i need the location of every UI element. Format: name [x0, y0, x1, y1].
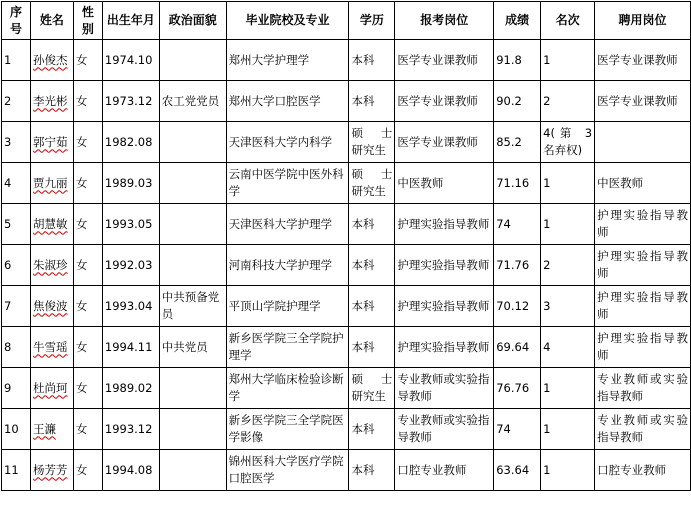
candidate-name-cell: 朱淑珍 [30, 245, 73, 286]
political-status-cell [159, 122, 226, 163]
school-and-major-cell: 河南科技大学护理学 [226, 245, 349, 286]
gender-cell: 女 [73, 327, 102, 368]
degree-cell: 本科 [349, 409, 395, 450]
gender-cell: 女 [73, 409, 102, 450]
applied-post-cell: 医学专业课教师 [395, 40, 494, 81]
gender-cell: 女 [73, 450, 102, 491]
header-cell: 出生年月 [102, 2, 159, 40]
row-number-cell: 7 [2, 286, 31, 327]
row-number-cell: 3 [2, 122, 31, 163]
header-cell: 姓名 [30, 2, 73, 40]
gender-cell: 女 [73, 245, 102, 286]
birth-date-cell: 1993.04 [102, 286, 159, 327]
header-cell: 序号 [2, 2, 31, 40]
school-and-major-cell: 郑州大学口腔医学 [226, 81, 349, 122]
degree-cell: 本科 [349, 81, 395, 122]
score-cell: 74 [494, 409, 541, 450]
score-cell: 71.16 [494, 163, 541, 204]
degree-cell: 硕 士 研究生 [349, 122, 395, 163]
table-row [2, 204, 691, 245]
rank-cell: 2 [541, 245, 595, 286]
birth-date-cell: 1989.02 [102, 368, 159, 409]
birth-date-cell: 1992.03 [102, 245, 159, 286]
hired-post-cell: 护理实验指导教师 [595, 286, 691, 327]
rank-cell: 1 [541, 204, 595, 245]
score-cell: 90.2 [494, 81, 541, 122]
degree-cell: 硕 士 研究生 [349, 163, 395, 204]
political-status-cell [159, 204, 226, 245]
header-cell: 成绩 [494, 2, 541, 40]
table-row [2, 245, 691, 286]
table-body [2, 40, 691, 491]
school-and-major-cell: 郑州大学护理学 [226, 40, 349, 81]
gender-cell: 女 [73, 81, 102, 122]
row-number-cell: 4 [2, 163, 31, 204]
header-cell: 名次 [541, 2, 595, 40]
birth-date-cell: 1994.11 [102, 327, 159, 368]
score-cell: 70.12 [494, 286, 541, 327]
hired-post-cell: 口腔专业教师 [595, 450, 691, 491]
political-status-cell [159, 368, 226, 409]
birth-date-cell: 1982.08 [102, 122, 159, 163]
applied-post-cell: 专业教师或实验指导教师 [395, 368, 494, 409]
birth-date-cell: 1973.12 [102, 81, 159, 122]
hired-post-cell: 中医教师 [595, 163, 691, 204]
school-and-major-cell: 天津医科大学内科学 [226, 122, 349, 163]
gender-cell: 女 [73, 204, 102, 245]
birth-date-cell: 1993.05 [102, 204, 159, 245]
rank-cell: 1 [541, 163, 595, 204]
applied-post-cell: 中医教师 [395, 163, 494, 204]
candidate-name-cell: 王濂 [30, 409, 73, 450]
header-cell: 报考岗位 [395, 2, 494, 40]
header-cell: 政治面貌 [159, 2, 226, 40]
political-status-cell: 中共党员 [159, 327, 226, 368]
header-cell: 性别 [73, 2, 102, 40]
gender-cell: 女 [73, 163, 102, 204]
hired-post-cell: 医学专业课教师 [595, 40, 691, 81]
gender-cell: 女 [73, 368, 102, 409]
table-row [2, 368, 691, 409]
rank-cell: 1 [541, 40, 595, 81]
school-and-major-cell: 平顶山学院护理学 [226, 286, 349, 327]
table-row [2, 286, 691, 327]
political-status-cell [159, 450, 226, 491]
school-and-major-cell: 新乡医学院三全学院护理学 [226, 327, 349, 368]
header-cell: 毕业院校及专业 [226, 2, 349, 40]
row-number-cell: 6 [2, 245, 31, 286]
birth-date-cell: 1993.12 [102, 409, 159, 450]
row-number-cell: 1 [2, 40, 31, 81]
candidate-name-cell: 杨芳芳 [30, 450, 73, 491]
school-and-major-cell: 郑州大学临床检验诊断学 [226, 368, 349, 409]
applied-post-cell: 护理实验指导教师 [395, 286, 494, 327]
table-row [2, 450, 691, 491]
school-and-major-cell: 新乡医学院三全学院医学影像 [226, 409, 349, 450]
degree-cell: 本科 [349, 450, 395, 491]
gender-cell: 女 [73, 122, 102, 163]
rank-cell: 4 [541, 327, 595, 368]
score-cell: 71.76 [494, 245, 541, 286]
political-status-cell [159, 163, 226, 204]
table-row [2, 40, 691, 81]
hired-post-cell [595, 122, 691, 163]
table-row [2, 409, 691, 450]
rank-cell: 1 [541, 450, 595, 491]
degree-cell: 本科 [349, 327, 395, 368]
row-number-cell: 11 [2, 450, 31, 491]
rank-cell: 4(第 3 名弃权) [541, 122, 595, 163]
candidate-name-cell: 李光彬 [30, 81, 73, 122]
candidate-name-cell: 孙俊杰 [30, 40, 73, 81]
score-cell: 85.2 [494, 122, 541, 163]
row-number-cell: 5 [2, 204, 31, 245]
gender-cell: 女 [73, 286, 102, 327]
row-number-cell: 2 [2, 81, 31, 122]
score-cell: 91.8 [494, 40, 541, 81]
applied-post-cell: 医学专业课教师 [395, 122, 494, 163]
applied-post-cell: 护理实验指导教师 [395, 327, 494, 368]
hired-post-cell: 护理实验指导教师 [595, 245, 691, 286]
degree-cell: 硕 士 研究生 [349, 368, 395, 409]
political-status-cell [159, 409, 226, 450]
table-row [2, 122, 691, 163]
degree-cell: 本科 [349, 286, 395, 327]
degree-cell: 本科 [349, 40, 395, 81]
score-cell: 63.64 [494, 450, 541, 491]
table-row [2, 163, 691, 204]
birth-date-cell: 1989.03 [102, 163, 159, 204]
school-and-major-cell: 锦州医科大学医疗学院口腔医学 [226, 450, 349, 491]
candidate-name-cell: 胡慧敏 [30, 204, 73, 245]
candidate-name-cell: 郭宁茹 [30, 122, 73, 163]
candidate-name-cell: 贾九丽 [30, 163, 73, 204]
school-and-major-cell: 云南中医学院中医外科学 [226, 163, 349, 204]
row-number-cell: 10 [2, 409, 31, 450]
header-row [2, 2, 691, 40]
applied-post-cell: 护理实验指导教师 [395, 204, 494, 245]
hired-post-cell: 医学专业课教师 [595, 81, 691, 122]
applied-post-cell: 口腔专业教师 [395, 450, 494, 491]
header-cell: 学历 [349, 2, 395, 40]
birth-date-cell: 1994.08 [102, 450, 159, 491]
applied-post-cell: 护理实验指导教师 [395, 245, 494, 286]
row-number-cell: 9 [2, 368, 31, 409]
gender-cell: 女 [73, 40, 102, 81]
table-row [2, 81, 691, 122]
rank-cell: 2 [541, 81, 595, 122]
row-number-cell: 8 [2, 327, 31, 368]
hired-post-cell: 专业教师或实验指导教师 [595, 409, 691, 450]
applied-post-cell: 医学专业课教师 [395, 81, 494, 122]
rank-cell: 3 [541, 286, 595, 327]
degree-cell: 本科 [349, 204, 395, 245]
rank-cell: 1 [541, 409, 595, 450]
birth-date-cell: 1974.10 [102, 40, 159, 81]
score-cell: 69.64 [494, 327, 541, 368]
score-cell: 74 [494, 204, 541, 245]
applied-post-cell: 专业教师或实验指导教师 [395, 409, 494, 450]
table-row [2, 327, 691, 368]
hired-post-cell: 护理实验指导教师 [595, 327, 691, 368]
candidate-name-cell: 焦俊波 [30, 286, 73, 327]
score-cell: 76.76 [494, 368, 541, 409]
candidate-name-cell: 杜尚珂 [30, 368, 73, 409]
school-and-major-cell: 天津医科大学护理学 [226, 204, 349, 245]
header-cell: 聘用岗位 [595, 2, 691, 40]
results-table [1, 1, 691, 491]
political-status-cell [159, 40, 226, 81]
rank-cell: 1 [541, 368, 595, 409]
candidate-name-cell: 牛雪瑶 [30, 327, 73, 368]
degree-cell: 本科 [349, 245, 395, 286]
political-status-cell: 农工党党员 [159, 81, 226, 122]
political-status-cell [159, 245, 226, 286]
hired-post-cell: 护理实验指导教师 [595, 204, 691, 245]
political-status-cell: 中共预备党员 [159, 286, 226, 327]
hired-post-cell: 专业教师或实验指导教师 [595, 368, 691, 409]
